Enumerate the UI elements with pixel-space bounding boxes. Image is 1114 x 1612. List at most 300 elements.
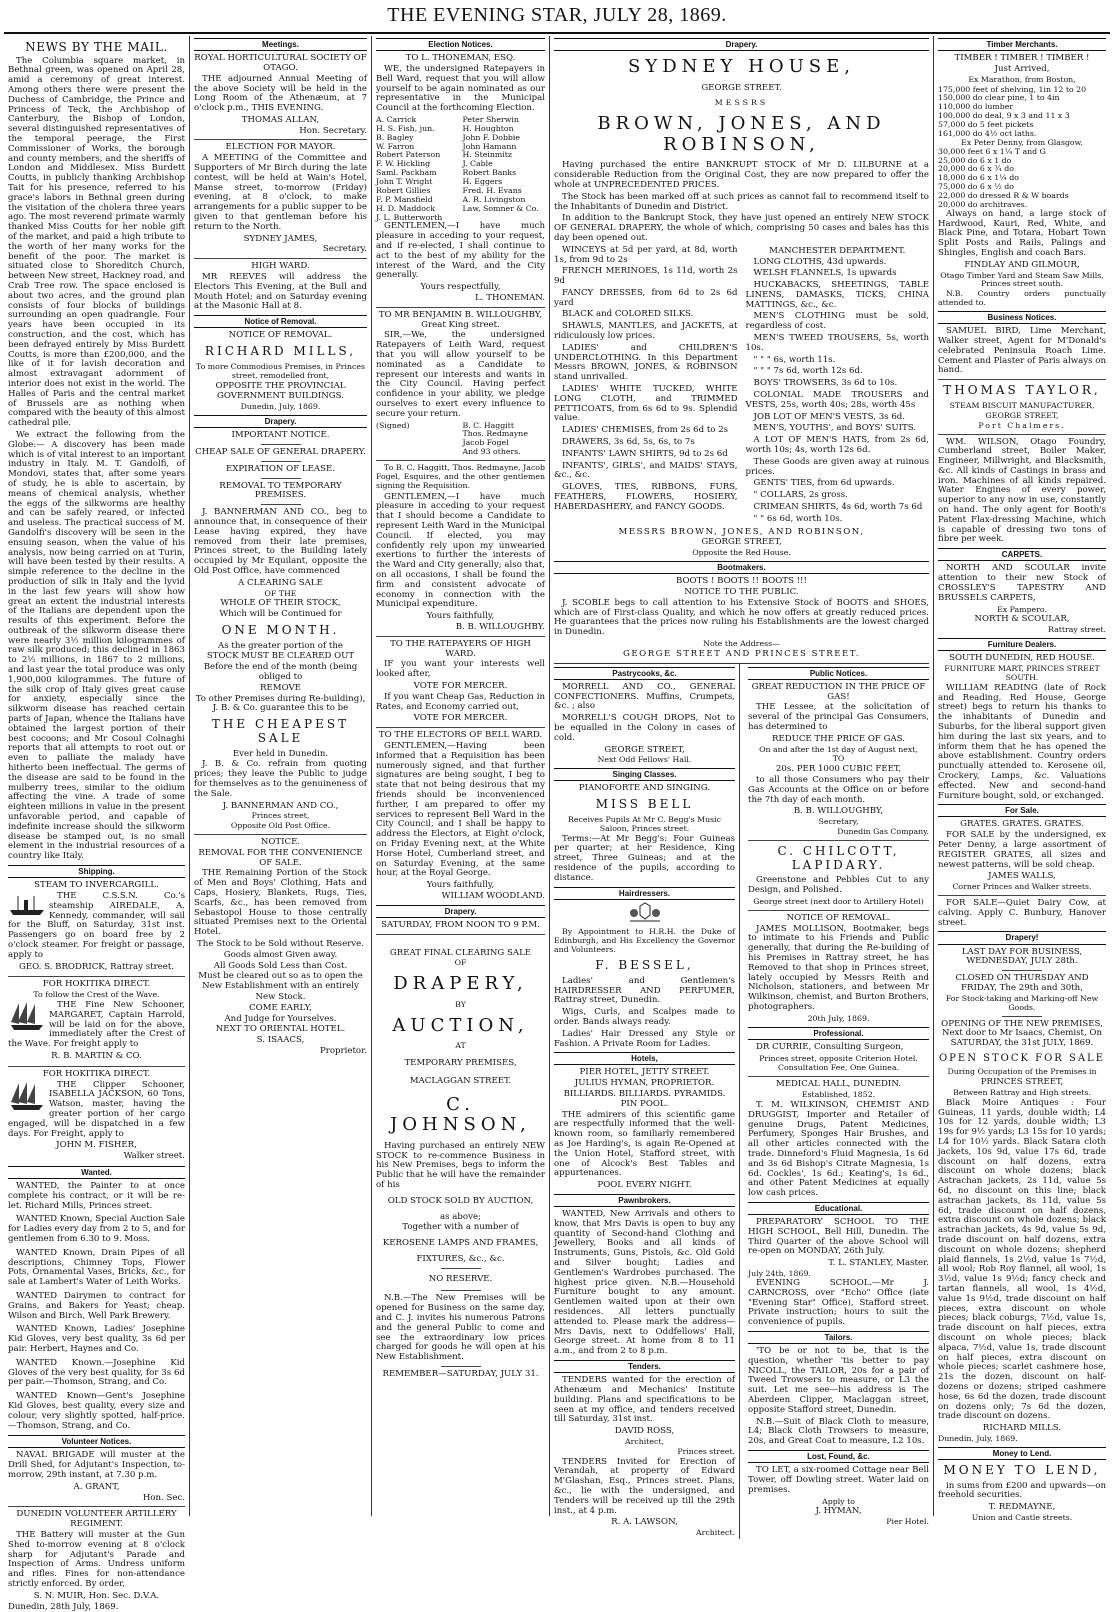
price-item: GLOVES, TIES, RIBBONS, FURS, FEATHERS, FLOWERS, HOSIERY, HABERDASHERY, and FANCY GOODS. (554, 482, 738, 512)
notice-title: TO THE RATEPAYERS OF HIGH WARD. (390, 638, 531, 659)
ad-body: TENDERS wanted for the erection of Athenæum and Mechanics' Institute building. Plans and specifications to be seen at my office, and tenders received till Saturday, 31st inst. (554, 1375, 735, 1425)
divider (194, 139, 367, 140)
section-head-carpets: CARPETS. (938, 548, 1106, 561)
notice-location: GOVERNMENT BUILDINGS. (217, 391, 344, 402)
price-item: LADIES' and CHILDREN'S UNDERCLOTHING. In this Department Messrs BROWN, JONES, & ROBINSON stand unrivalled. (554, 342, 738, 383)
ad-line: Ex Marathon, from Boston, (968, 74, 1076, 84)
notice-signature: A. GRANT, (73, 1481, 120, 1492)
ad-line: NOTICE OF REMOVAL. (786, 912, 891, 923)
notice-line: VOTE FOR MERCER. (413, 713, 508, 724)
ad-body: By Appointment to H.R.H. the Duke of Edinburgh, and His Excellency the Governor and Volunteers. (554, 927, 735, 955)
ad-body: to all those Consumers who pay their Gas Accounts at the Office on or before the 7th day of each month. (748, 775, 929, 805)
ad-body: THE C.S.S.N. Co.'s steamship AIREDALE, A. Kennedy, commander, will sail for the Bluff, on Saturday, 31st inst. Passengers go on board free by 2 o'clock steamer. For freight or passage, apply to (8, 890, 185, 960)
ad-body: Ladies' Hair Dressed any Style or Fashion. A Private Room for Ladies. (554, 1028, 735, 1049)
wanted-ad: WANTED Known, Drain Pipes of all descriptions, Chimney Tops, Flower Pots, Ornamental Vases, Bricks, &c., for sale at Lambert's Water of Leith Works. (8, 1247, 185, 1288)
ad-body: Black Moire Antiques : Four Guineas, 11 yards, double width; L4 10s for 12 yards, double width; L3 19s for 9½ yards; L3 15s for 10 yards; L4 for 10½ yards. Black Satara cloth jackets, 10s 9d, value 17s 6d, trade discount on half dozens, extra discount on whole dozens; black Astrachan jackets, 2s 11d, value 5s 6d, no discount on this line; black astrachan jackets, 8s 11d, value 5s 6d, trade discount on half dozens, extra discount on whole dozens; black astrachan jackets, 4s 9d, value 5s 9d, trade discount on half dozens, extra discount on whole dozens; shepherd plaid flannels, 1s 2½d, value 1s 7½d, all wool; Rob Roy flannel, all wool, 1s 3½d, value 1s 9½d; fancy check and tartan flannels, all wool, 1s 4½d, value 1s 9½d, trade discount on half pieces, extra discount on whole pieces; black coburgs, 7½d, value 1s, trade discount on half pieces, extra discount on whole pieces; black alpaca, 7½d, value 1s, trade discount on half pieces, extra discount on whole pieces; scarlet cashmere hose, 21s the dozen, discount on half-dozens or dozens; striped cashmere hose, 6s 6d the dozen, trade discount on dozens only; 7s 6d the dozen, trade discount on dozens. (938, 1097, 1106, 1422)
ad-line: Goods almost Given away. (223, 949, 338, 960)
price-item: FRENCH MERINOES, 1s 11d, worth 2s 9d (554, 266, 738, 287)
price-item: LADIES' CHEMISES, from 2s 6d to 2s (562, 425, 729, 436)
divider (376, 460, 545, 461)
ad-address: Opposite Old Post Office. (230, 821, 331, 831)
divider (938, 434, 1106, 435)
price-item: HUCKABACKS, SHEETINGS, TABLE LINENS, DAMASKS, TICKS, CHINA MATTINGS, &c., &c. (745, 280, 929, 310)
notice-body: If you want Cheap Gas, Reduction in Rates, and Economy carried out, (376, 691, 545, 712)
ad-line: Note the Address— (703, 638, 780, 648)
signatory: B. C. Haggitt (462, 420, 515, 430)
ad-line: POOL EVERY NIGHT. (597, 1180, 692, 1191)
ad-line: GEORGE STREET. (701, 82, 782, 93)
column-1 (4, 36, 190, 1612)
price-item: These Goods are given away at ruinous prices. (745, 456, 929, 477)
ad-line: CLOSED ON THURSDAY AND FRIDAY, The 29th and 30th, (955, 973, 1089, 993)
ad-body: MORRELL AND CO., GENERAL CONFECTIONERS. Muffins, Crumpets, &c. ; also (554, 681, 735, 712)
ad-line: And Judge for Yourselves. (224, 1013, 337, 1024)
ad-address: George street (next door to Artillery Hotel) (753, 896, 924, 906)
ad-body: N.B.—Suit of Black Cloth to measure, L4; Black Cloth Trowsers to measure, 20s, and Great Coat to measure, L2 10s. (748, 1416, 929, 1447)
notice-title: TO THE ELECTORS OF BELL WARD. (378, 730, 543, 741)
ad-signature: FINDLAY AND GILMOUR, (964, 259, 1080, 270)
section-head-money: Money to Lend. (938, 1447, 1106, 1460)
ad-signature: S. ISAACS, (256, 1035, 305, 1046)
ad-line: STEAM BISCUIT MANUFACTURER, (949, 400, 1095, 410)
notice-body: MR REEVES will address the Electors This Evening, at the Bull and Mouth Hotel; and on Saturday evening at the Masonic Hall at 8. (194, 272, 367, 312)
ad-line: Just Arrived, (994, 63, 1050, 74)
column-5 (934, 36, 1110, 1522)
ad-line: NOTICE TO THE PUBLIC. (684, 587, 799, 597)
notice-signature: Yours respectfully, (420, 282, 501, 293)
ad-address: Opposite the Red House. (692, 548, 791, 558)
price-list-right (746, 246, 930, 527)
ad-headline: TIMBER ! TIMBER ! TIMBER ! (954, 53, 1090, 64)
ad-line: OF THE (264, 588, 297, 598)
masthead-title: THE EVENING STAR, JULY 28, 1869. (387, 4, 727, 26)
ad-line: FIXTURES, &c., &c. (416, 1253, 505, 1264)
signatory: A. R. Livingston (462, 194, 526, 204)
ad-line: Apply to (822, 1496, 855, 1506)
ad-address: Rattray street. (1048, 625, 1106, 635)
list-item: Ex Peter Denny, from Glasgow. (961, 137, 1083, 147)
ad-body: J. BANNERMAN AND CO., beg to announce that, in consequence of their Lease having expired, they have removed from their late premises, Princes street, to the Building lately occupied by Mr Equilant, opposite the Old Post Office, have commenced (194, 507, 367, 576)
ad-line: REMOVE (260, 682, 301, 693)
signatory: Robert Gillies (376, 185, 431, 195)
ad-body: FOR SALE by the undersigned, ex Peter Denny, a large assortment of REGISTER GRATES, all sizes and newest patterns, will be sold cheap. (938, 830, 1106, 870)
ad-signature-title: Architect, (625, 1436, 664, 1446)
ad-body: 'TO be or not to be, that is the question, whether 'tis better to pay NICOLL, the TAILOR, 20s for a pair of Tweed Trowsers to measure, or L3 the suit. Let me see—his address is The Aberdeen Clipper, Maclaggan street, opposite Stafford street, Dunedin. (748, 1346, 929, 1415)
divider (261, 504, 301, 505)
signatory: Peter Sherwin (462, 114, 519, 124)
section-head-election: Election Notices. (376, 38, 545, 51)
ad-headline: MONEY TO LEND, (943, 1462, 1101, 1477)
ad-body: THE Remaining Portion of the Stock of Men and Boys' Clothing, Hats and Caps, Hosiery, Blankets, Rugs, Ties, Scarfs, &c., has been removed from Sebastopol House to those centrally situated Premises next to the Oriental Hotel. (194, 868, 367, 938)
divider (261, 461, 301, 462)
wanted-ad: WANTED Known.—Josephine Kid Gloves of the very best quality, for 3s 6d per pair.—Thomson, Strang, and Co. (8, 1357, 185, 1388)
ad-body: J. B. & Co. refrain from quoting prices; they leave the Public to judge for themselves as to the genuineness of the Sale. (194, 759, 367, 799)
ad-date: Dunedin, July, 1869. (938, 1433, 1018, 1443)
notice-line: VOTE FOR MERCER. (413, 681, 508, 691)
ad-line: NEXT TO ORIENTAL HOTEL. (215, 1024, 346, 1035)
notice-signature-title: Hon. Sec. (142, 1492, 185, 1503)
ad-body: Having purchased the entire BANKRUPT STOCK of Mr D. LILBURNE at a considerable Reduction from the Original Cost, they are now prepared to offer the whole at UNPRECEDENTED PRICES. (554, 160, 929, 190)
price-item: LONG CLOTHS, 43d upwards. (753, 256, 887, 267)
ad-body: WANTED, New Arrivals and others to know, that Mrs Davis is open to buy any quantity of Second-hand Clothing and Jewellery, Books and all kinds of Instruments, Guns, Pistols, &c. Old Gold and Silver bought; Ladies and Gentlemen's Wardrobes purchased. The highest price given. N.B.—Household Furniture bought to any amount. Gentlemen waited upon at their own residences. All letters punctually attended to. Please mark the address—Mrs Davis, next to Oddfellows' Hall, George street. At home from 8 to 11 a.m., and from 2 to 8 p.m. (554, 1209, 735, 1357)
ad-line: FURNITURE MART, PRINCES STREET SOUTH. (944, 664, 1100, 682)
divider (1002, 1016, 1042, 1017)
ad-line: OF (454, 958, 467, 968)
notice-body: GENTLEMEN,—Having been informed that a Requisition has been numerously signed, and that further signatures are being sought, I beg to state that not being desirous that my friends should be inconvenienced further, I am prepared to offer my services to represent Bell Ward in the City Council, and I shall be happy to address the Electors, at Eight o'clock, on Friday Evening next, at the White Horse Hotel, Cumberland street, and on Saturday Evening, at the same hour, at the Royal George. (376, 740, 545, 879)
ad-line: BOOTS ! BOOTS !! BOOTS !!! (676, 576, 807, 587)
ad-address: GEORGE STREET, (604, 744, 685, 755)
ad-headline: DRAPERY, (393, 973, 528, 995)
section-head-professional: Professional. (748, 1027, 929, 1040)
ad-address: Pier Hotel. (886, 1517, 929, 1527)
ad-line: THE CHEAPEST SALE (211, 717, 350, 745)
signatory-list (376, 116, 545, 223)
ad-signature-title: Architect. (696, 1528, 735, 1538)
divider (376, 307, 545, 308)
notice-signature: SYDNEY JAMES, (243, 233, 318, 244)
signatory: Saml. Packham (376, 168, 437, 178)
notice-body: GENTLEMEN,—I have much pleasure in acceding to your request that I should become a Candidate to represent Leith Ward in the Municipal Council. If elected, you may confidently rely upon my unwearied exertions to further the interests of the Ward and City generally; also that, on all occasions, I shall be found the firm and consistent advocate of economy in connection with the Municipal expenditure. (376, 491, 545, 610)
sailing-ship-icon (8, 1081, 46, 1111)
ad-address: Otago Timber Yard and Steam Saw Mills, Princes street south. (940, 270, 1104, 289)
ad-signature: T. L. STANLEY, Master. (828, 1258, 929, 1269)
section-head-bootmakers: Bootmakers. (554, 561, 929, 574)
ad-address: Union and Castle streets. (971, 1513, 1073, 1522)
ad-line: REMOVAL FOR THE CONVENIENCE OF SALE. (198, 847, 363, 868)
ad-line: New Stock. (255, 992, 306, 1003)
ad-line: LAST DAY FOR BUSINESS, WEDNESDAY, JULY 28th. (961, 946, 1083, 967)
ad-address: Princes street. (677, 1446, 735, 1456)
signatory: J. Cable (462, 159, 493, 169)
notice-signature: B. B. WILLOUGHBY. (455, 622, 545, 633)
ad-line: 20s. PER 1000 CUBIC FEET, (775, 764, 902, 775)
news-headline: NEWS BY THE MAIL. (25, 40, 168, 54)
ad-line: JULIUS HYMAN, PROPRIETOR. (574, 1078, 715, 1089)
ad-body: THE Lessee, at the solicitation of several of the principal Gas Consumers, has determined to (748, 702, 929, 732)
section-head-drapery: Drapery. (376, 905, 545, 918)
divider (261, 478, 301, 479)
ad-body: Terms:—At Mr Begg's: Four Guineas per quarter; at her Residence, King street, Three Guineas; and at the residence of the pupils, according to distance. (554, 833, 735, 883)
ad-line: NOTICE. (260, 837, 301, 848)
ad-line: All Goods Sold Less than Cost. (213, 960, 348, 971)
section-head-removal: Notice of Removal. (194, 315, 367, 328)
column-3 (372, 36, 550, 1516)
ad-line: During Occupation of the Premises in (947, 1067, 1097, 1077)
price-item: A LOT OF MEN'S HATS, from 2s 6d, worth 10s; 4s, worth 12s 6d. (745, 435, 929, 456)
divider (938, 379, 1106, 380)
ad-line: KEROSENE LAMPS AND FRAMES, (382, 1238, 539, 1249)
ad-line: CHEAP SALE OF GENERAL DRAPERY. (195, 446, 366, 457)
news-paragraph: The Columbia square market, in Bethnal green, was opened on April 28, amid a ceremony of great interest. Among others there were present the Duchess of Cambridge, the Prince and Princess of Teck, the Archbishop of Canterbury, the Bishop of London, several distinguished representatives of the temporal peerage, the First Commissioner of Works, the borough and county members, and the sheriffs of London and Middlesex. Miss Burdett Coutts, in publicly thanking Archbishop Tait for his presence, referred to his grace's labors in Bethnal green during the visitation of the cholera three years ago. The most reverend primate warmly thanked Miss Coutts for her noble gift of the market, and paid a high tribute to the worth of her many works for the benefit of the poor. The market is situated close to Shoreditch Church, between New street, Hackney road, and Crab Tree row. The space enclosed is about two acres, and the ground plan consists of four blocks of buildings surrounding an open quadrangle. Four years have been occupied in its construction, and the cost, which has been defrayed entirely by Miss Burdett Coutts, is more than £200,000, and the like of it for lavish decoration and almost extravagant adornment of interior does not exist in the world. The Halles of Paris and the central market of Brussels are as nothing when compared with the beauty of this almost cathedral pile. (8, 55, 185, 429)
price-item: " " 6s 6d, worth 10s. (753, 513, 843, 524)
ad-line: REDUCE THE PRICE OF GAS. (771, 733, 906, 744)
divider (441, 1366, 481, 1367)
notice-signature: THOMAS ALLAN, (241, 114, 320, 125)
notice-title: NOTICE OF REMOVAL. (228, 330, 333, 341)
ad-line: TEMPORARY PREMISES, (404, 1058, 517, 1069)
ad-signature: DAVID ROSS, (614, 1426, 675, 1437)
divider (8, 1066, 185, 1067)
ad-line: REMOVAL TO TEMPORARY PREMISES. (219, 480, 342, 501)
section-head-pastrycooks: Pastrycooks, &c. (554, 667, 735, 680)
section-head-furniture: Furniture Dealers. (938, 638, 1106, 651)
volunteer-notice: THE Battery will muster at the Gun Shed to-morrow evening at 8 o'clock sharp for Adjutant's Parade and Inspection of Arms. Undress uniform and rifles. Fines for non-attendance strictly enforced. By order, (8, 1530, 185, 1590)
ad-body: Greenstone and Pebbles Cut to any Design, and Polished. (748, 875, 929, 896)
ad-body: T. M. WILKINSON, CHEMIST AND DRUGGIST, Importer and Retailer of genuine Drugs, Patent Medicines, Perfumery, Sponges Hair Brushes, and all other articles connected with the trade. Dinneford's Fluid Magnesia, 1s 6d and 3s 6d Bishop's Citrate Magnesia, 1s 6d. Cockles', 1s 6d.; Keating's, 1s 6d., and other Patent Medicines at equally low cash prices. (748, 1100, 929, 1199)
lower-left (554, 664, 740, 1539)
ad-body: FOR SALE—Quiet Dairy Cow, at calving. Apply C. Bunbury, Hanover street. (938, 898, 1106, 928)
ad-subtitle: To follow the Crest of the Wave. (33, 990, 160, 1000)
ad-body: J. SCOBLE begs to call attention to his Extensive Stock of BOOTS and SHOES, which are of First-class Quality, and which he now offers at greatly reduced prices. He guarantees that the prices now ruling his Establishments are the lowest charged in Dunedin. (554, 597, 929, 638)
ad-signature-title: Proprietor. (319, 1046, 367, 1057)
ad-line: For Stock-taking and Marking-off New Goods. (945, 993, 1099, 1012)
notice-signature: L. THONEMAN. (475, 292, 545, 303)
notice-signature-title: Secretary. (322, 244, 367, 255)
ad-title: STEAM TO INVERCARGILL. (34, 880, 159, 891)
ad-line: Between Rattray and High streets. (953, 1087, 1091, 1097)
ad-line: TO (832, 754, 845, 764)
ad-headline: MISS BELL (595, 797, 694, 812)
ad-line: Before the end of the month (being obliged to (203, 662, 358, 683)
ad-signature: T. REDMAYNE, (988, 1502, 1056, 1513)
signatory: John F. Dobbie (462, 132, 521, 142)
ad-line: GEORGE STREET, (985, 410, 1059, 420)
signatory: A. Carrick (376, 114, 417, 124)
wanted-ad: WANTED Known—Gent's Josephine Kid Gloves, best quality, every size and colour, very slightly spotted, half-price.—Thomson, Strang, and Co. (8, 1391, 185, 1431)
notice-signature: Yours faithfully, (426, 611, 495, 622)
ad-hokitika-1 (8, 980, 185, 1061)
ad-line: PIER HOTEL, JETTY STREET. (579, 1067, 710, 1078)
ad-line: REMEMBER—SATURDAY, JULY 31. (382, 1369, 539, 1380)
ad-signature: R. B. MARTIN & CO. (51, 1050, 142, 1061)
section-head-for-sale: For Sale. (938, 804, 1106, 817)
ad-line: PIANOFORTE AND SINGING. (578, 783, 711, 794)
ad-body: Always on hand, a large stock of Hardwood, Kauri, Red, White, and Black Pine, and Totara, Hobart Town Split Posts and Rails, Palings and Shingles, English and coach Bars. (938, 208, 1106, 259)
divider (376, 636, 545, 637)
ad-headline: C. CHILCOTT, LAPIDARY. (777, 844, 900, 872)
ad-headline: SYDNEY HOUSE, (628, 56, 855, 78)
divider (441, 1268, 481, 1269)
signatory: Robert Banks (462, 168, 517, 178)
ad-signature: JAMES WALLS, (988, 871, 1056, 882)
ad-body: Wigs, Curls, and Scalpes made to order. Bands always ready. (554, 1007, 735, 1027)
list-item: 20,000 do 6 x ¾ do (938, 164, 1014, 174)
signatory: H. S. Fish, jun. (376, 123, 435, 133)
ad-line: Ex Pampero. (997, 604, 1047, 614)
ad-signature: J. BANNERMAN AND CO., (222, 800, 339, 811)
ad-line: Receives Pupils At Mr C. Begg's Music Saloon, Princes street. (568, 814, 721, 833)
divider (261, 444, 301, 445)
price-item: MEN'S CLOTHING must be sold, regardless of cost. (745, 311, 929, 332)
price-list-heading: MANCHESTER DEPARTMENT. (769, 245, 906, 256)
section-head-drapery: Drapery. (194, 415, 367, 428)
signatory: W. Farron (376, 141, 415, 151)
price-item: " " " 6s, worth 11s. (753, 354, 836, 365)
divider (1002, 970, 1042, 971)
list-item: 18,000 do 6 x 1¼ do (938, 173, 1019, 183)
price-item: DRAWERS, 3s 6d, 5s, 6s, to 7s (562, 437, 695, 448)
ad-line: BY (455, 999, 466, 1009)
divider (441, 1290, 481, 1291)
signatory: Fred. H. Evans (462, 185, 522, 195)
ad-signature: MESSRS BROWN, JONES, AND ROBINSON, (618, 526, 865, 537)
section-head-timber: Timber Merchants. (938, 38, 1106, 51)
column-4 (550, 36, 934, 1538)
divider (194, 834, 367, 835)
ad-line: MACLAGGAN STREET. (409, 1075, 512, 1086)
ad-headline: THOMAS TAYLOR, (943, 383, 1101, 398)
list-item: 30,000 feet 6 x 1¼ T and G (938, 146, 1046, 156)
signatory: John T. Wright (376, 177, 433, 187)
signatory: F. P. Mansfield (376, 194, 433, 204)
sailing-ship-icon (8, 1001, 46, 1031)
divider (748, 910, 929, 911)
ad-line: GRATES. GRATES. GRATES. (960, 819, 1084, 830)
ad-body: SAMUEL BIRD, Lime Merchant, Walker street, Agent for M'Donald's celebrated Peninsula Roach Lime. Cement and Plaster of Paris always on hand. (938, 326, 1106, 376)
ad-body: The Stock has been marked off at such prices as cannot fail to recommend itself to the Inhabitants of Dunedin and District. (554, 191, 929, 212)
ad-headline: AUCTION, (392, 1014, 529, 1036)
divider (748, 1076, 929, 1077)
list-item: 22,000 do dressed R & W boards (938, 191, 1069, 201)
ad-line: OLD STOCK SOLD BY AUCTION, (387, 1195, 534, 1206)
ad-hokitika-2 (8, 1070, 185, 1162)
list-item: 150,000 do clear pine, 1 to 4in (938, 93, 1060, 103)
signatory: H. Eggers (462, 177, 503, 187)
notice-body: GENTLEMEN,—I have much pleasure in acceding to your request, and if re-elected, I shall continue to act to the best of my ability for the interest of the Ward, and the City generally. (376, 221, 545, 281)
list-item: 25,000 do 6 x 1 do (938, 155, 1012, 165)
ad-line: Together with a number of (402, 1222, 519, 1233)
ship-icon (8, 892, 46, 916)
ad-body: MORRELL'S COUGH DROPS, Not to be equalled in the Colony in cases of cold. (554, 713, 735, 743)
section-head-hotels: Hotels, (554, 1052, 735, 1065)
notice-location: OPPOSITE THE PROVINCIAL (215, 380, 346, 391)
notice-title: HIGH WARD. (251, 261, 310, 272)
section-head-wanted: Wanted. (8, 1166, 185, 1179)
list-item: 161,000 do 4½ oct laths. (938, 128, 1037, 138)
ad-line: IMPORTANT NOTICE. (231, 430, 330, 441)
divider (8, 976, 185, 977)
price-item: BOYS' TROWSERS, 3s 6d to 10s. (753, 378, 898, 389)
notice-signature: Yours faithfully, (426, 880, 495, 891)
ad-body: THE Clipper Schooner, ISABELLA JACKSON, 60 Tons, Watson, master, having the greater portion of her cargo engaged, will be dispatched in a few days. For Freight, apply to (8, 1079, 185, 1139)
ad-headline: BROWN, JONES, AND ROBINSON, (597, 113, 886, 155)
ad-line: Princes street, opposite Criterion Hotel. (759, 1053, 918, 1063)
ad-body: TO LET, a six-roomed Cottage near Bell Tower, off Dowling street. Water laid on premises. (748, 1465, 929, 1495)
ad-line: GREAT REDUCTION IN THE PRICE OF GAS! (751, 681, 926, 702)
price-item: BLACK and COLORED SILKS. (562, 309, 694, 320)
notice-body: To more Commodious Premises, in Princes street, remodelled front, (195, 361, 365, 380)
ad-address: Princes street, (251, 811, 310, 821)
notice-body: A MEETING of the Committee and Supporters of Mr Birch during the late contest, will be held at Wain's Hotel, Manse street, to-morrow (Friday) evening, at 8 o'clock, to make arrangements for a public supper to be given to that gentleman before his return to the North. (194, 153, 367, 232)
ad-headline: F. BESSEL, (595, 958, 694, 973)
section-head-singing: Singing Classes. (554, 768, 735, 781)
ad-line: SOUTH DUNEDIN, RED HOUSE. (949, 653, 1095, 664)
ad-body: NORTH AND SCOULAR invite attention to their new Stock of CROSSLEY'S TAPESTRY AND BRUSSELS CARPETS, (938, 563, 1106, 603)
signatory: J. L. Butterworth (376, 212, 443, 222)
section-head-lost-found: Lost, Found, &c. (748, 1450, 929, 1463)
ad-body: Ladies' and Gentlemen's HAIRDRESSER AND PERFUMER, Rattray street, Dunedin. (554, 975, 735, 1006)
divider (938, 895, 1106, 896)
ad-steam-invercargill (8, 881, 185, 972)
wanted-ad: WANTED Dairymen to contract for Grains, and Bakers for Yeast; cheap. Wilson and Birch, Well Park Brewery. (8, 1291, 185, 1321)
ad-line: GREAT FINAL CLEARING SALE (389, 947, 532, 958)
price-item: GENTS' TIES, from 6d upwards. (753, 478, 895, 489)
price-item: FANCY DRESSES, from 6d to 2s 6d yard (554, 287, 738, 308)
notice-body: THE adjourned Annual Meeting of the above Society will be held in the Long Room of the Athenæum, at 7 o'clock p.m., THIS EVENING. (194, 73, 367, 114)
price-item: " COLLARS, 2s gross. (753, 490, 848, 501)
ad-headline: C. JOHNSON, (390, 1093, 531, 1136)
ad-title: FOR HOKITIKA DIRECT. (42, 1068, 151, 1079)
signed-label: (Signed) (376, 420, 410, 430)
ad-line: SATURDAY, FROM NOON TO 9 P.M. (381, 919, 540, 930)
signatory: H. Steinmitz (462, 150, 512, 160)
ad-line: To other Premises during Re-building), J. B. & Co. guarantee this to be (195, 693, 366, 714)
ad-body: WILLIAM READING (late of Rock and Reading, Red House, George street) begs to return his thanks to the inhabitants of Dunedin and Suburbs, for the liberal support given him during the last six years, and to inform them that he has opened the above establishment. Country orders punctually attended to. Kerosene oil, Crockery, Lamps, &c. Valuations effected. New and second-hand Furniture bought, sold, or exchanged. (938, 682, 1106, 801)
price-item: MEN'S, YOUTHS', and BOYS' SUITS. (753, 423, 917, 434)
ad-line: As the greater portion of the (218, 640, 343, 651)
ad-line: OPENING OF THE NEW PREMISES, Next door to Mr Isaacs, Chemist, On SATURDAY, the 31st JULY, 1869. (941, 1018, 1103, 1049)
signatory: H. Houghton (462, 123, 514, 133)
ad-body: In addition to the Bankrupt Stock, they have just opened an entirely NEW STOCK OF GENERAL DRAPERY, the whole of which, comprising 50 cases and bales has this day been opened out. (554, 213, 929, 243)
ad-signature: J. HYMAN, (815, 1506, 862, 1517)
notice-title: ROYAL HORTICULTURAL SOCIETY OF OTAGO. (194, 53, 367, 73)
divider (376, 934, 545, 935)
section-head-hairdressers: Hairdressers. (554, 887, 735, 900)
advertiser-name: RICHARD MILLS, (204, 344, 357, 359)
ad-title: FOR HOKITIKA DIRECT. (42, 979, 151, 990)
ad-body: THE Fine New Schooner, MARGARET, Captain Harrold, will be laid on for the above, immediately after the Crest of the Wave. For freight apply to (8, 999, 185, 1050)
price-item: CRIMEAN SHIRTS, 4s 6d, worth 7s 6d (753, 502, 923, 513)
price-item: LADIES' WHITE TUCKED, WHITE LONG CLOTH, and TRIMMED PETTICOATS, from 6s 6d to 9s. Splendid value. (554, 384, 738, 424)
ad-signature: JOHN M. FISHER, (56, 1140, 137, 1151)
divider (376, 727, 545, 728)
wanted-ad: WANTED, the Painter to at once complete his contract, or it will be re-let. Richard Mills, Princes street. (8, 1181, 185, 1211)
divider (194, 258, 367, 259)
notice-title: ELECTION FOR MAYOR. (225, 142, 336, 153)
ad-body: N.B.—The New Premises will be opened for Business on the same day, and C. J. invites his numerous Patrons and the general Public to come and see the extraordinary low prices charged for goods he will open at his New Establishment. (376, 1293, 545, 1363)
notice-date: Dunedin, July, 1869. (240, 402, 321, 412)
ad-line: MESSRS (714, 98, 769, 108)
ad-line: NO RESERVE. (428, 1273, 493, 1284)
royal-crest-icon (554, 903, 735, 927)
list-item: 175,000 feet of shelving, 1in 12 to 20 (938, 84, 1087, 94)
price-item: " " " 7s 6d, worth 12s 6d. (753, 366, 863, 377)
ad-line: Must be cleared out so as to open the New Establishment with an entirely (198, 971, 363, 992)
ad-line: Which will be Continued for (219, 609, 342, 620)
price-item: COLONIAL MADE TROUSERS and VESTS, 25s, worth 40s; 28s, worth 45s (745, 390, 929, 410)
signatory: Jacob Fogel (462, 438, 509, 448)
ad-signature: RICHARD MILLS. (982, 1423, 1062, 1434)
list-item: 20,000 do architraves. (938, 199, 1028, 209)
ad-line: STOCK MUST BE CLEARED OUT (206, 651, 355, 662)
ad-signature-address: Walker street. (123, 1151, 185, 1162)
columns (4, 36, 1110, 1612)
ad-date: 20th July, 1869. (807, 1013, 870, 1023)
ad-address: Corner Princes and Walker streets. (952, 882, 1092, 892)
divider (748, 840, 929, 841)
price-list (554, 246, 929, 527)
notice-signature-title: Hon. Secretary. (299, 125, 367, 136)
ad-line: AT (455, 1041, 466, 1051)
masthead-rule (4, 32, 1110, 34)
notice-title: TO L. THONEMAN, ESQ. (405, 53, 516, 64)
signatory: Robert Paterson (376, 150, 441, 160)
list-item: 100,000 do deal, 9 x 3 and 11 x 3 (938, 111, 1070, 121)
section-head-pawnbrokers: Pawnbrokers. (554, 1194, 735, 1207)
ad-line: A CLEARING SALE (238, 577, 323, 588)
ad-line: On and after the 1st day of August next, (759, 744, 918, 754)
ad-line: WHOLE OF THEIR STOCK, (220, 598, 341, 609)
